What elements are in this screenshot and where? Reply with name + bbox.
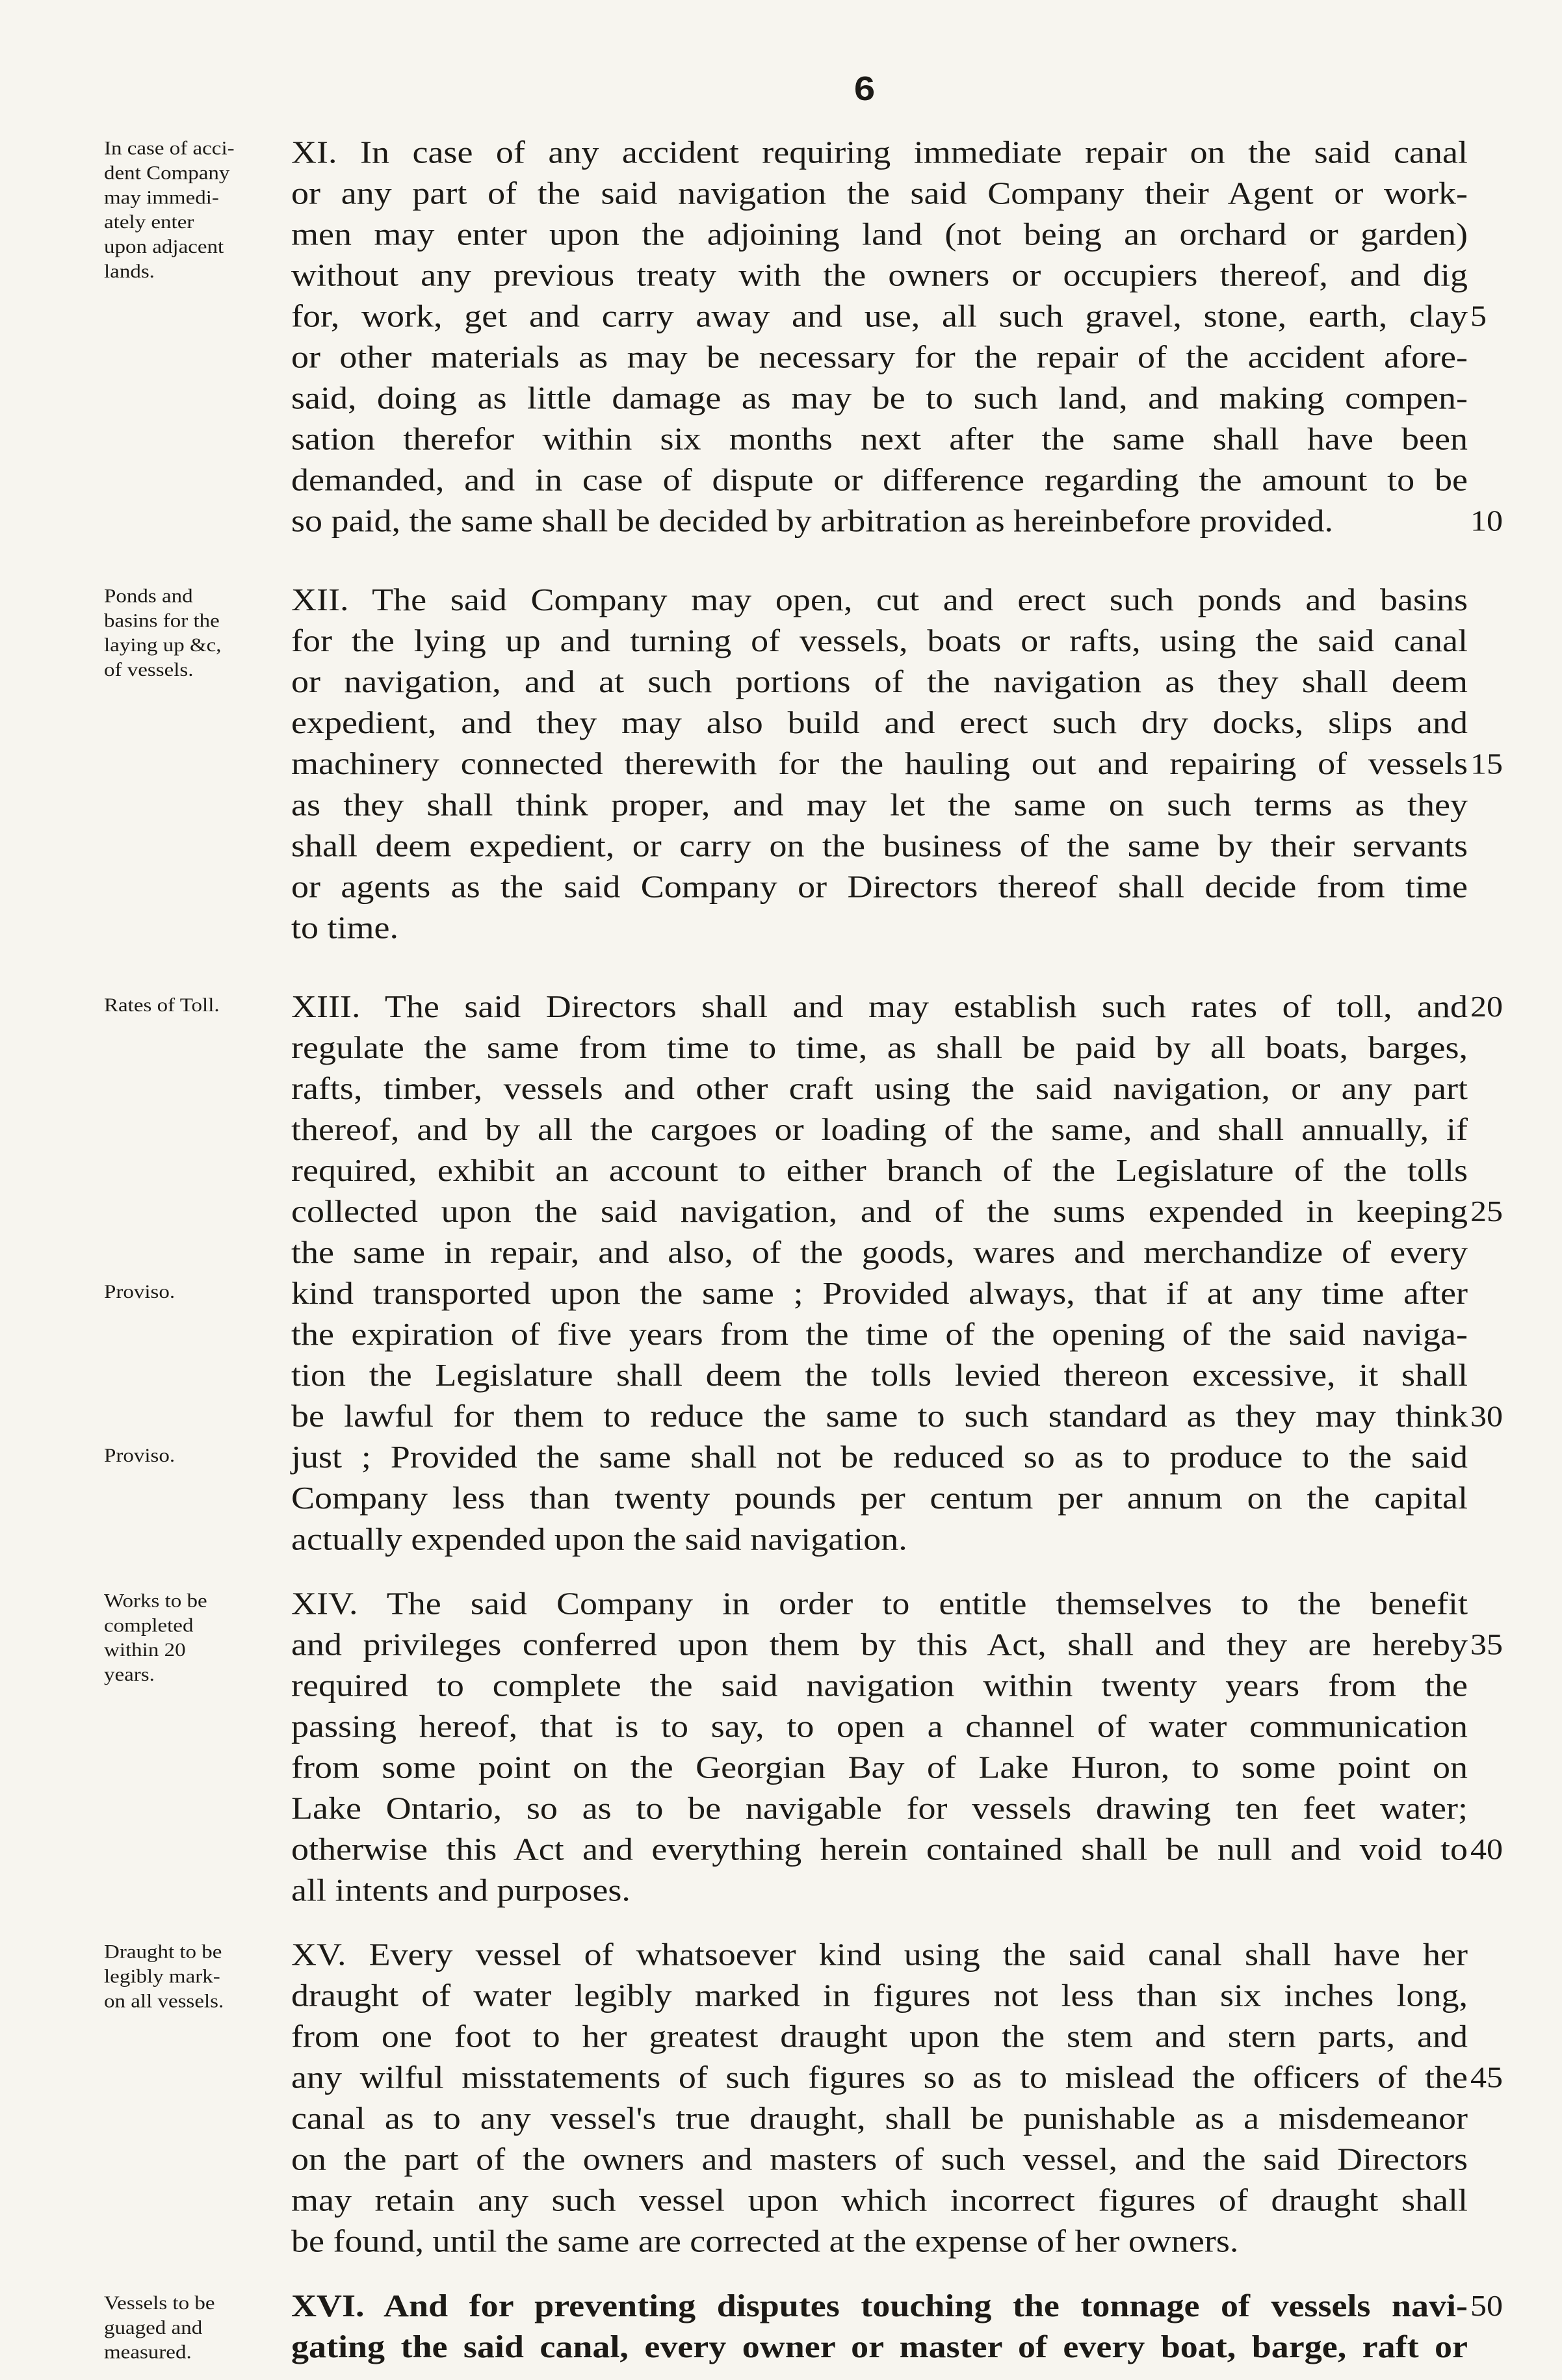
margin-note: In case of acci- dent Company may immedi- ately enter upon adjacent lands. — [104, 138, 235, 282]
text-line: Lake Ontario, so as to be navigable for vessels drawing ten feet water; — [291, 1791, 1468, 1826]
line-number: 10 — [1470, 504, 1503, 537]
text-line: any wilful misstatements of such figures so as to mislead the officers of the — [291, 2060, 1468, 2095]
line-number: 30 — [1470, 1399, 1503, 1433]
text-line: collected upon the said navigation, and of the sums expended in keeping — [291, 1193, 1468, 1229]
text-line: draught of water legibly marked in figures not less than six inches long, — [291, 1978, 1468, 2013]
text-line: gating the said canal, every owner or master of every boat, barge, raft or — [291, 2329, 1468, 2364]
text-line: without any previous treaty with the owners or occupiers thereof, and dig — [291, 257, 1468, 293]
text-line: XI. In case of any accident requiring immediate repair on the said canal — [291, 135, 1468, 170]
page-number: 6 — [853, 70, 876, 108]
text-line: men may enter upon the adjoining land (not being an orchard or garden) — [291, 216, 1468, 252]
margin-note-proviso: Proviso. — [104, 1281, 176, 1303]
text-line: for, work, get and carry away and use, all such gravel, stone, earth, clay — [291, 298, 1468, 334]
text-line: to time. — [291, 910, 398, 946]
text-line: XIV. The said Company in order to entitle themselves to the benefit — [291, 1586, 1468, 1622]
text-line: required, exhibit an account to either branch of the Legislature of the tolls — [291, 1152, 1468, 1188]
text-line: said, doing as little damage as may be to such land, and making compen- — [291, 380, 1468, 416]
text-line: be lawful for them to reduce the same to such standard as they may think — [291, 1398, 1468, 1434]
text-line: be found, until the same are corrected at the expense of her owners. — [291, 2223, 1239, 2259]
text-line: regulate the same from time to time, as shall be paid by all boats, barges, — [291, 1029, 1468, 1065]
text-line: required to complete the said navigation within twenty years from the — [291, 1668, 1468, 1703]
text-line: the same in repair, and also, of the goods, wares and merchandize of every — [291, 1234, 1468, 1270]
text-line: the expiration of five years from the time of the opening of the said naviga- — [291, 1316, 1468, 1352]
text-line: passing hereof, that is to say, to open a channel of water communication — [291, 1709, 1468, 1744]
line-number: 25 — [1470, 1195, 1503, 1228]
margin-note: Ponds and basins for the laying up &c, of vessels. — [104, 586, 222, 681]
text-line: kind transported upon the same ; Provided always, that if at any time after — [291, 1275, 1468, 1311]
text-line: on the part of the owners and masters of such vessel, and the said Directors — [291, 2141, 1468, 2177]
text-line: thereof, and by all the cargoes or loading of the same, and shall annually, if — [291, 1111, 1468, 1147]
text-line: machinery connected therewith for the hauling out and repairing of vessels — [291, 746, 1468, 782]
text-line: XIII. The said Directors shall and may establish such rates of toll, and — [291, 989, 1468, 1024]
text-line: all intents and purposes. — [291, 1872, 631, 1908]
text-line: or any part of the said navigation the said Company their Agent or work- — [291, 175, 1468, 211]
text-line: expedient, and they may also build and erect such dry docks, slips and — [291, 705, 1468, 741]
line-number: 5 — [1470, 300, 1487, 333]
text-line: so paid, the same shall be decided by arbitration as hereinbefore provided. — [291, 503, 1333, 539]
margin-note: Vessels to be guaged and measured. — [104, 2292, 215, 2363]
line-number: 50 — [1470, 2289, 1503, 2322]
line-number: 15 — [1470, 747, 1503, 781]
line-number: 35 — [1470, 1627, 1503, 1661]
text-line: actually expended upon the said navigation. — [291, 1521, 907, 1557]
text-line: or navigation, and at such portions of the navigation as they shall deem — [291, 664, 1468, 699]
text-line: otherwise this Act and everything herein contained shall be null and void to — [291, 1831, 1468, 1867]
line-number: 40 — [1470, 1833, 1503, 1866]
text-line: or agents as the said Company or Directors thereof shall decide from time — [291, 869, 1468, 905]
text-line: sation therefor within six months next after the same shall have been — [291, 421, 1468, 457]
text-line: XII. The said Company may open, cut and erect such ponds and basins — [291, 582, 1468, 617]
line-number: 45 — [1470, 2061, 1503, 2094]
margin-note-proviso: Proviso. — [104, 1445, 176, 1467]
text-line: just ; Provided the same shall not be reduced so as to produce to the said — [291, 1439, 1468, 1475]
margin-note: Rates of Toll. — [104, 994, 220, 1016]
text-line: shall deem expedient, or carry on the business of the same by their servants — [291, 828, 1468, 864]
text-line: Company less than twenty pounds per centum per annum on the capital — [291, 1481, 1468, 1516]
text-line: and privileges conferred upon them by this Act, shall and they are hereby — [291, 1627, 1468, 1662]
text-line: rafts, timber, vessels and other craft using the said navigation, or any part — [291, 1070, 1468, 1106]
text-line: from some point on the Georgian Bay of Lake Huron, to some point on — [291, 1750, 1468, 1785]
text-line: XVI. And for preventing disputes touching the tonnage of vessels navi- — [291, 2288, 1468, 2323]
margin-note: Draught to be legibly mark- on all vessels. — [104, 1941, 224, 2012]
line-number: 20 — [1470, 990, 1503, 1023]
margin-note: Works to be completed within 20 years. — [104, 1590, 207, 1686]
text-line: or other materials as may be necessary for the repair of the accident afore- — [291, 339, 1468, 375]
text-line: as they shall think proper, and may let the same on such terms as they — [291, 787, 1468, 823]
text-line: from one foot to her greatest draught upon the stem and stern parts, and — [291, 2019, 1468, 2054]
text-line: canal as to any vessel's true draught, shall be punishable as a misdemeanor — [291, 2101, 1468, 2136]
text-line: demanded, and in case of dispute or difference regarding the amount to be — [291, 462, 1468, 498]
text-line: for the lying up and turning of vessels, boats or rafts, using the said canal — [291, 623, 1468, 658]
text-line: tion the Legislature shall deem the tolls levied thereon excessive, it shall — [291, 1357, 1468, 1393]
text-line: may retain any such vessel upon which incorrect figures of draught shall — [291, 2182, 1468, 2218]
text-line: XV. Every vessel of whatsoever kind using the said canal shall have her — [291, 1937, 1468, 1973]
